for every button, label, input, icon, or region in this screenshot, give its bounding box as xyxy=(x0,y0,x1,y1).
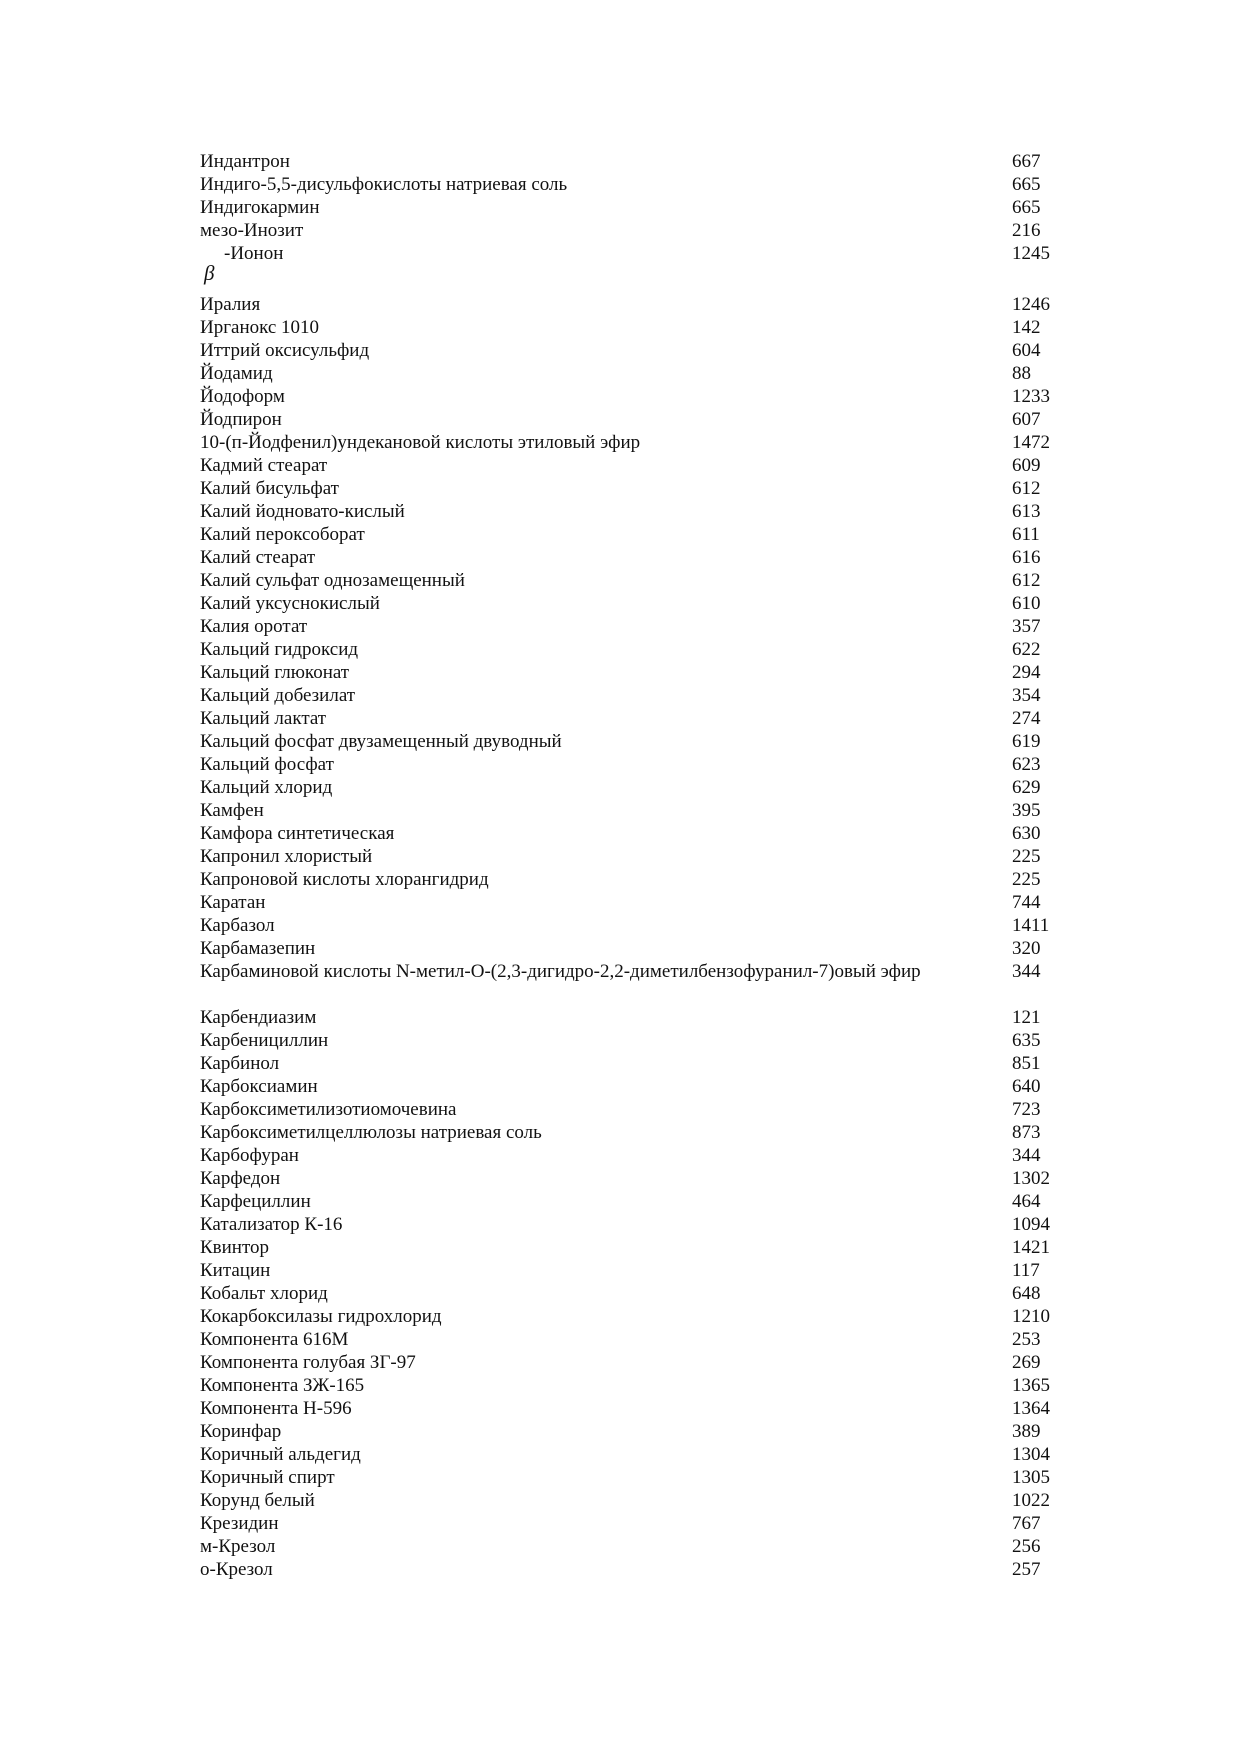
entry-name: Калия оротат xyxy=(200,616,308,637)
entry-page-number: 635 xyxy=(1012,1030,1041,1051)
entry-name: Крезидин xyxy=(200,1513,279,1534)
entry-page-number: 216 xyxy=(1012,220,1041,241)
entry-page-number: 1305 xyxy=(1012,1467,1050,1488)
entry-name: Кальций добезилат xyxy=(200,685,356,706)
index-entry xyxy=(200,730,1060,753)
entry-name: Каратан xyxy=(200,892,266,913)
entry-name: Китацин xyxy=(200,1260,271,1281)
entry-name: Кобальт хлорид xyxy=(200,1283,328,1304)
index-entry xyxy=(200,477,1060,500)
entry-name: Компонента 616М xyxy=(200,1329,349,1350)
entry-page-number: 1411 xyxy=(1012,915,1050,936)
entry-name: Кокарбоксилазы гидрохлорид xyxy=(200,1306,442,1327)
entry-page-number: 623 xyxy=(1012,754,1041,775)
entry-page-number: 665 xyxy=(1012,174,1041,195)
entry-name: Коричный спирт xyxy=(200,1467,335,1488)
entry-name: Йодамид xyxy=(200,363,273,384)
entry-name: Коринфар xyxy=(200,1421,282,1442)
entry-name: Капроновой кислоты хлорангидрид xyxy=(200,869,489,890)
entry-page-number: 612 xyxy=(1012,570,1041,591)
entry-name: Калий йодновато-кислый xyxy=(200,501,405,522)
index-entry xyxy=(200,1558,1060,1581)
entry-name: Камфен xyxy=(200,800,264,821)
index-entry xyxy=(200,937,1060,960)
entry-page-number: 610 xyxy=(1012,593,1041,614)
entry-page-number: 604 xyxy=(1012,340,1041,361)
index-entry xyxy=(200,1052,1060,1075)
index-list xyxy=(200,150,1060,1581)
index-entry xyxy=(200,385,1060,408)
index-entry xyxy=(200,891,1060,914)
index-entry xyxy=(200,362,1060,385)
index-entry xyxy=(200,196,1060,219)
entry-page-number: 253 xyxy=(1012,1329,1041,1350)
index-entry xyxy=(200,1397,1060,1420)
index-entry xyxy=(200,1121,1060,1144)
index-entry xyxy=(200,1190,1060,1213)
index-entry xyxy=(200,638,1060,661)
entry-page-number: 1233 xyxy=(1012,386,1050,407)
index-entry xyxy=(200,592,1060,615)
entry-name: Йодоформ xyxy=(200,386,285,407)
entry-name: Карбенициллин xyxy=(200,1030,329,1051)
index-entry xyxy=(200,1236,1060,1259)
index-entry xyxy=(200,569,1060,592)
entry-page-number: 873 xyxy=(1012,1122,1041,1143)
index-entry xyxy=(200,1075,1060,1098)
entry-page-number: 616 xyxy=(1012,547,1041,568)
entry-page-number: 622 xyxy=(1012,639,1041,660)
index-entry xyxy=(200,776,1060,799)
entry-page-number: 665 xyxy=(1012,197,1041,218)
index-entry xyxy=(200,242,1060,293)
entry-page-number: 1094 xyxy=(1012,1214,1050,1235)
entry-page-number: 619 xyxy=(1012,731,1041,752)
entry-name: мезо-Инозит xyxy=(200,220,304,241)
entry-name: о-Крезол xyxy=(200,1559,273,1580)
index-entry xyxy=(200,615,1060,638)
entry-page-number: 1022 xyxy=(1012,1490,1050,1511)
entry-page-number: 640 xyxy=(1012,1076,1041,1097)
entry-page-number: 630 xyxy=(1012,823,1041,844)
index-entry xyxy=(200,822,1060,845)
index-entry xyxy=(200,454,1060,477)
index-entry xyxy=(200,960,1060,1006)
entry-name: -Ионон xyxy=(224,243,284,264)
index-entry xyxy=(200,753,1060,776)
entry-name: Кальций хлорид xyxy=(200,777,333,798)
entry-page-number: 225 xyxy=(1012,869,1041,890)
index-entry xyxy=(200,799,1060,822)
entry-name: Кальций фосфат xyxy=(200,754,334,775)
entry-name: Компонента ЗЖ-165 xyxy=(200,1375,365,1396)
entry-page-number: 121 xyxy=(1012,1007,1041,1028)
entry-page-number: 354 xyxy=(1012,685,1041,706)
entry-name: Компонента Н-596 xyxy=(200,1398,352,1419)
index-entry xyxy=(200,1098,1060,1121)
entry-page-number: 274 xyxy=(1012,708,1041,729)
entry-name: Калий уксуснокислый xyxy=(200,593,380,614)
entry-name: Иралия xyxy=(200,294,261,315)
entry-page-number: 117 xyxy=(1012,1260,1040,1281)
entry-name: Калий сульфат однозамещенный xyxy=(200,570,465,591)
index-entry xyxy=(200,1374,1060,1397)
entry-name: Калий пероксоборат xyxy=(200,524,365,545)
entry-name: Кальций лактат xyxy=(200,708,327,729)
entry-page-number: 767 xyxy=(1012,1513,1041,1534)
entry-name: Капронил хлористый xyxy=(200,846,373,867)
index-entry xyxy=(200,707,1060,730)
index-entry xyxy=(200,1213,1060,1236)
entry-page-number: 723 xyxy=(1012,1099,1041,1120)
entry-name: 10-(п-Йодфенил)ундекановой кислоты этиловый эфир xyxy=(200,432,641,453)
entry-page-number: 1210 xyxy=(1012,1306,1050,1327)
entry-name: Индиго-5,5-дисульфокислоты натриевая соль xyxy=(200,174,568,195)
entry-page-number: 269 xyxy=(1012,1352,1041,1373)
index-entry xyxy=(200,1144,1060,1167)
index-entry xyxy=(200,500,1060,523)
index-entry xyxy=(200,1443,1060,1466)
entry-name: Карбаминовой кислоты N-метил-О-(2,3-дигидро-2,2-диметилбензофуранил-7)овый эфир xyxy=(200,961,921,982)
entry-page-number: 344 xyxy=(1012,961,1041,982)
index-entry xyxy=(200,1535,1060,1558)
index-entry xyxy=(200,523,1060,546)
index-entry xyxy=(200,1029,1060,1052)
index-entry xyxy=(200,1328,1060,1351)
index-entry xyxy=(200,1282,1060,1305)
entry-name: Карбазол xyxy=(200,915,275,936)
entry-page-number: 1246 xyxy=(1012,294,1050,315)
entry-name: Йодпирон xyxy=(200,409,282,430)
entry-page-number: 142 xyxy=(1012,317,1041,338)
entry-page-number: 257 xyxy=(1012,1559,1041,1580)
entry-name: Карбофуран xyxy=(200,1145,299,1166)
entry-page-number: 744 xyxy=(1012,892,1041,913)
entry-page-number: 1421 xyxy=(1012,1237,1050,1258)
entry-name: Квинтор xyxy=(200,1237,270,1258)
entry-name: Калий бисульфат xyxy=(200,478,339,499)
index-entry xyxy=(200,316,1060,339)
entry-page-number: 320 xyxy=(1012,938,1041,959)
index-entry xyxy=(200,546,1060,569)
index-entry xyxy=(200,661,1060,684)
entry-page-number: 357 xyxy=(1012,616,1041,637)
entry-page-number: 294 xyxy=(1012,662,1041,683)
entry-name: Карбамазепин xyxy=(200,938,316,959)
entry-page-number: 611 xyxy=(1012,524,1040,545)
entry-name: Кальций фосфат двузамещенный двуводный xyxy=(200,731,562,752)
index-entry xyxy=(200,1466,1060,1489)
entry-page-number: 225 xyxy=(1012,846,1041,867)
entry-page-number: 607 xyxy=(1012,409,1041,430)
index-entry xyxy=(200,868,1060,891)
entry-name: Карбоксиметилцеллюлозы натриевая соль xyxy=(200,1122,542,1143)
entry-page-number: 667 xyxy=(1012,151,1041,172)
entry-name: Кальций глюконат xyxy=(200,662,350,683)
entry-name: Корунд белый xyxy=(200,1490,315,1511)
index-entry xyxy=(200,219,1060,242)
entry-page-number: 1302 xyxy=(1012,1168,1050,1189)
entry-name: Индантрон xyxy=(200,151,290,172)
entry-name: Калий стеарат xyxy=(200,547,316,568)
index-entry xyxy=(200,431,1060,454)
entry-page-number: 629 xyxy=(1012,777,1041,798)
entry-page-number: 851 xyxy=(1012,1053,1041,1074)
entry-name: Карбоксиметилизотиомочевина xyxy=(200,1099,457,1120)
entry-page-number: 395 xyxy=(1012,800,1041,821)
index-entry xyxy=(200,1420,1060,1443)
index-entry xyxy=(200,1512,1060,1535)
index-entry xyxy=(200,408,1060,431)
index-entry xyxy=(200,293,1060,316)
entry-name: Карбинол xyxy=(200,1053,280,1074)
index-entry xyxy=(200,1167,1060,1190)
index-entry xyxy=(200,914,1060,937)
entry-page-number: 1472 xyxy=(1012,432,1050,453)
entry-page-number: 1364 xyxy=(1012,1398,1050,1419)
entry-name: Карбоксиамин xyxy=(200,1076,318,1097)
entry-name: Ирганокс 1010 xyxy=(200,317,320,338)
entry-name: Иттрий оксисульфид xyxy=(200,340,370,361)
index-entry xyxy=(200,1259,1060,1282)
entry-page-number: 464 xyxy=(1012,1191,1041,1212)
entry-name: Катализатор К-16 xyxy=(200,1214,343,1235)
index-entry xyxy=(200,1006,1060,1029)
entry-name: Камфора синтетическая xyxy=(200,823,395,844)
entry-name: м-Крезол xyxy=(200,1536,276,1557)
entry-name: Кадмий стеарат xyxy=(200,455,328,476)
index-entry xyxy=(200,1489,1060,1512)
entry-page-number: 1365 xyxy=(1012,1375,1050,1396)
entry-page-number: 344 xyxy=(1012,1145,1041,1166)
entry-page-number: 612 xyxy=(1012,478,1041,499)
entry-name: Компонента голубая ЗГ-97 xyxy=(200,1352,416,1373)
entry-name: Индигокармин xyxy=(200,197,320,218)
index-entry xyxy=(200,1351,1060,1374)
beta-symbol: β xyxy=(204,261,215,285)
entry-name: Коричный альдегид xyxy=(200,1444,361,1465)
index-entry xyxy=(200,339,1060,362)
entry-page-number: 1304 xyxy=(1012,1444,1050,1465)
entry-name: Карбендиазим xyxy=(200,1007,317,1028)
entry-name: Карфециллин xyxy=(200,1191,311,1212)
entry-page-number: 613 xyxy=(1012,501,1041,522)
entry-page-number: 609 xyxy=(1012,455,1041,476)
index-entry xyxy=(200,845,1060,868)
index-entry xyxy=(200,173,1060,196)
entry-page-number: 648 xyxy=(1012,1283,1041,1304)
entry-page-number: 88 xyxy=(1012,363,1031,384)
entry-page-number: 1245 xyxy=(1012,243,1050,264)
index-entry xyxy=(200,1305,1060,1328)
index-entry xyxy=(200,684,1060,707)
entry-name: Кальций гидроксид xyxy=(200,639,359,660)
index-entry xyxy=(200,150,1060,173)
entry-page-number: 389 xyxy=(1012,1421,1041,1442)
entry-page-number: 256 xyxy=(1012,1536,1041,1557)
entry-name: Карфедон xyxy=(200,1168,281,1189)
